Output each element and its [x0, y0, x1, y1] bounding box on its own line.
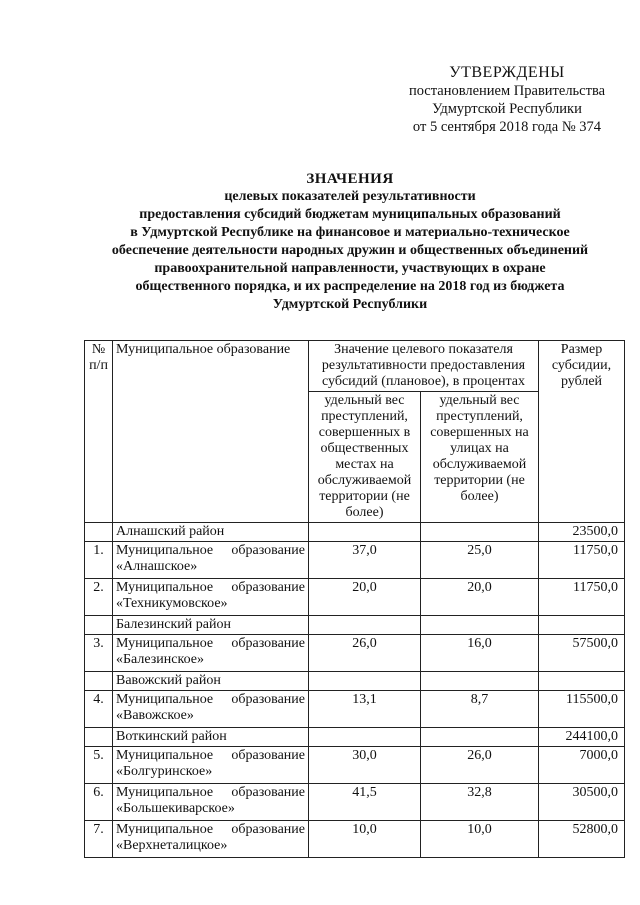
- title-line: общественного порядка, и их распределение на 2018 год из бюджета: [135, 279, 565, 294]
- row-number-cell: [85, 728, 113, 747]
- subsidy-amount: 11750,0: [539, 542, 625, 579]
- district-name: Балезинский район: [113, 616, 309, 635]
- header-num: № п/п: [85, 341, 113, 523]
- row-number: 6.: [85, 784, 113, 821]
- title-main: ЗНАЧЕНИЯ: [306, 171, 394, 187]
- municipality-name: Муниципальное образование «Алнашское»: [113, 542, 309, 579]
- table-row: [85, 821, 625, 858]
- subsidy-amount: 7000,0: [539, 747, 625, 784]
- approval-line-2: Удмуртской Республики: [432, 101, 582, 117]
- subsidy-amount: 244100,0: [539, 728, 625, 747]
- district-row: [85, 523, 625, 542]
- approval-word: УТВЕРЖДЕНЫ: [449, 64, 565, 81]
- value-public-places: 37,0: [309, 542, 421, 579]
- row-number-cell: [85, 616, 113, 635]
- row-number: 1.: [85, 542, 113, 579]
- value-public-places: 13,1: [309, 691, 421, 728]
- row-number-cell: [85, 523, 113, 542]
- municipality-name: Муниципальное образование «Техникумовское»: [113, 579, 309, 616]
- table-row: [85, 747, 625, 784]
- value-streets: [421, 728, 539, 747]
- table-row: [85, 784, 625, 821]
- table-row: [85, 691, 625, 728]
- value-streets: [421, 616, 539, 635]
- value-streets: 10,0: [421, 821, 539, 858]
- header-row: [85, 341, 625, 392]
- title-line: в Удмуртской Республике на финансовое и материально-техническое: [130, 225, 570, 240]
- value-public-places: [309, 728, 421, 747]
- approval-line-1: постановлением Правительства: [408, 83, 606, 99]
- value-streets: 26,0: [421, 747, 539, 784]
- row-number: 2.: [85, 579, 113, 616]
- value-public-places: 30,0: [309, 747, 421, 784]
- table-body: [85, 523, 625, 858]
- value-streets: [421, 523, 539, 542]
- value-streets: [421, 672, 539, 691]
- subsidy-amount: [539, 616, 625, 635]
- subsidy-amount: 23500,0: [539, 523, 625, 542]
- value-public-places: 10,0: [309, 821, 421, 858]
- title-line: предоставления субсидий бюджетам муниципальных образований: [139, 207, 561, 222]
- value-public-places: [309, 616, 421, 635]
- value-streets: 20,0: [421, 579, 539, 616]
- row-number: 5.: [85, 747, 113, 784]
- row-number: 3.: [85, 635, 113, 672]
- district-row: [85, 728, 625, 747]
- value-public-places: [309, 672, 421, 691]
- value-public-places: 20,0: [309, 579, 421, 616]
- subsidy-amount: 115500,0: [539, 691, 625, 728]
- district-row: [85, 616, 625, 635]
- row-number: 7.: [85, 821, 113, 858]
- title-line: Удмуртской Республики: [272, 297, 428, 312]
- value-streets: 32,8: [421, 784, 539, 821]
- header-name: Муниципальное образование: [113, 341, 309, 523]
- values-table: [84, 340, 625, 858]
- district-name: Воткинский район: [113, 728, 309, 747]
- title-lines: [70, 188, 630, 314]
- value-public-places: 41,5: [309, 784, 421, 821]
- subsidy-amount: 11750,0: [539, 579, 625, 616]
- value-streets: 16,0: [421, 635, 539, 672]
- municipality-name: Муниципальное образование «Болгуринское»: [113, 747, 309, 784]
- district-name: Алнашский район: [113, 523, 309, 542]
- subsidy-amount: 57500,0: [539, 635, 625, 672]
- title-line: обеспечение деятельности народных дружин и общественных объединений: [111, 243, 589, 258]
- table-row: [85, 579, 625, 616]
- approval-stamp: [392, 64, 622, 136]
- approval-line-3: от 5 сентября 2018 года № 374: [412, 119, 602, 135]
- municipality-name: Муниципальное образование «Большекиварское»: [113, 784, 309, 821]
- subsidy-amount: 52800,0: [539, 821, 625, 858]
- header-amount: Размер субсидии, рублей: [539, 341, 625, 523]
- municipality-name: Муниципальное образование «Балезинское»: [113, 635, 309, 672]
- municipality-name: Муниципальное образование «Верхнеталицкое»: [113, 821, 309, 858]
- value-public-places: 26,0: [309, 635, 421, 672]
- table-row: [85, 635, 625, 672]
- title-line: целевых показателей результативности: [224, 189, 476, 204]
- municipality-name: Муниципальное образование «Вавожское»: [113, 691, 309, 728]
- district-row: [85, 672, 625, 691]
- subsidy-amount: [539, 672, 625, 691]
- subsidy-amount: 30500,0: [539, 784, 625, 821]
- header-sub-streets: удельный вес преступлений, совершенных на улицах на обслуживаемой территории (не более): [421, 392, 539, 523]
- row-number-cell: [85, 672, 113, 691]
- title-line: правоохранительной направленности, участвующих в охране: [154, 261, 546, 276]
- district-name: Вавожский район: [113, 672, 309, 691]
- value-streets: 8,7: [421, 691, 539, 728]
- table-row: [85, 542, 625, 579]
- header-sub-public-places: удельный вес преступлений, совершенных в общественных местах на обслуживаемой территории (не более): [309, 392, 421, 523]
- header-target: Значение целевого показателя результативности предоставления субсидий (плановое), в процентах: [309, 341, 539, 392]
- document-title: [70, 170, 630, 314]
- value-public-places: [309, 523, 421, 542]
- row-number: 4.: [85, 691, 113, 728]
- value-streets: 25,0: [421, 542, 539, 579]
